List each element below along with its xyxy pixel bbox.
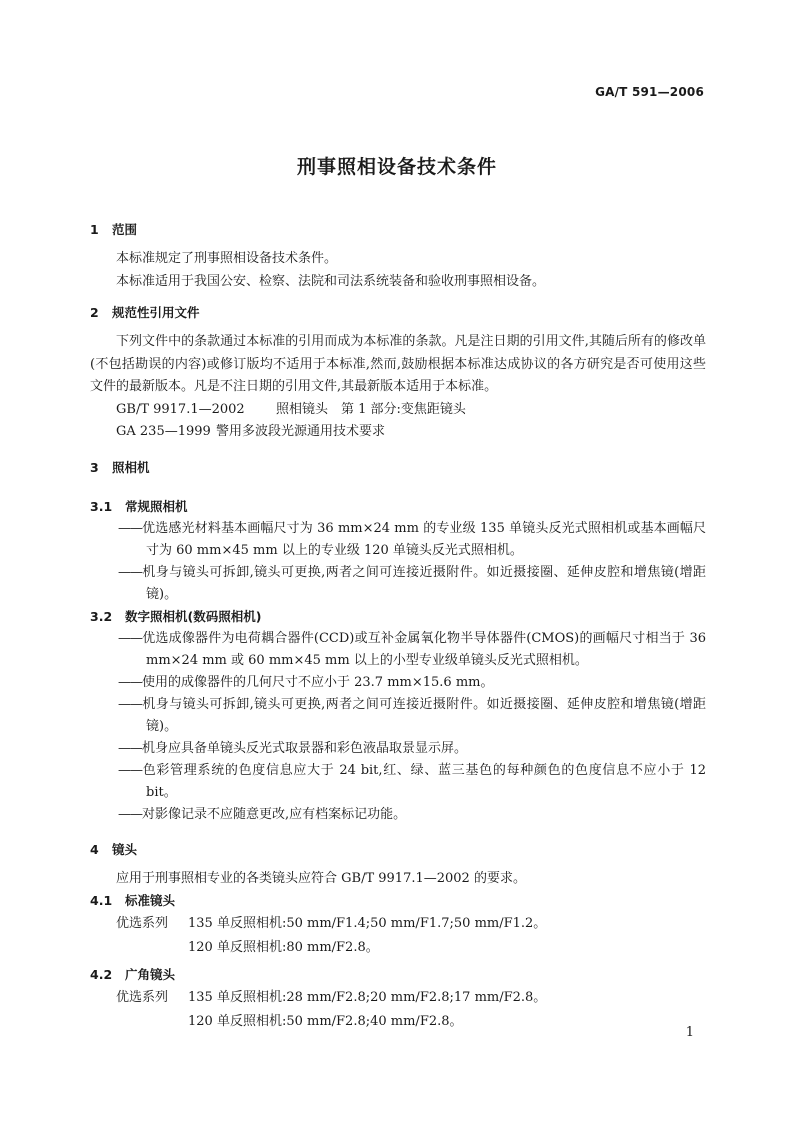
- list-item: ——优选成像器件为电荷耦合器件(CCD)或互补金属氧化物半导体器件(CMOS)的画幅尺寸相当于 36 mm×24 mm 或 60 mm×45 mm 以上的小型专业级单镜头反光式照相机。: [118, 630, 706, 668]
- subsection-title: 数字照相机(数码照相机): [125, 608, 262, 624]
- subsection-title: 标准镜头: [125, 893, 176, 908]
- spec-label: 优选系列: [116, 990, 169, 1005]
- section-number: 2: [90, 305, 99, 320]
- reference-item: [90, 399, 706, 422]
- document-body: [90, 220, 706, 1034]
- list-item: ——机身应具备单镜头反光式取景器和彩色液晶取景显示屏。: [118, 740, 468, 756]
- subsection-number: 4.1: [90, 893, 113, 908]
- reference-title: 警用多波段光源通用技术要求: [216, 424, 386, 439]
- subsection-heading: [90, 606, 706, 628]
- section-title: 照相机: [112, 459, 150, 475]
- standard-code: GA/T 591—2006: [595, 85, 704, 99]
- subsection-title: 常规照相机: [125, 498, 188, 514]
- section-title: 镜头: [112, 841, 138, 857]
- section-number: 3: [90, 459, 99, 475]
- list-item: ——优选感光材料基本画幅尺寸为 36 mm×24 mm 的专业级 135 单镜头反光式照相机或基本画幅尺寸为 60 mm×45 mm 以上的专业级 120 单镜头反光式照相机。: [118, 520, 706, 558]
- reference-item: [90, 421, 706, 444]
- spec-row: [90, 912, 706, 960]
- section-title: 范围: [112, 222, 138, 237]
- spec-line: 120 单反照相机:80 mm/F2.8。: [188, 940, 379, 955]
- paragraph: 本标准适用于我国公安、检察、法院和司法系统装备和验收刑事照相设备。: [116, 273, 546, 289]
- paragraph: 下列文件中的条款通过本标准的引用而成为本标准的条款。凡是注日期的引用文件,其随后所有的修改单(不包括勘误的内容)或修订版均不适用于本标准,然而,鼓励根据本标准达成协议的各方研究是否可使用这些文件的最新版本。凡是不注日期的引用文件,其最新版本适用于本标准。: [90, 334, 706, 394]
- reference-code: GA 235—1999: [116, 424, 211, 439]
- page-number: 1: [685, 1025, 694, 1040]
- paragraph: 应用于刑事照相专业的各类镜头应符合 GB/T 9917.1—2002 的要求。: [116, 870, 526, 886]
- section-heading: [90, 220, 706, 240]
- section-title: 规范性引用文件: [112, 305, 200, 320]
- paragraph: 本标准规定了刑事照相设备技术条件。: [116, 251, 338, 266]
- section-heading: [90, 303, 706, 323]
- section-heading: [90, 840, 706, 860]
- list-item: ——机身与镜头可拆卸,镜头可更换,两者之间可连接近摄附件。如近摄接圈、延伸皮腔和增焦镜(增距镜)。: [118, 696, 706, 734]
- spec-label: 优选系列: [116, 916, 169, 931]
- list-item: ——色彩管理系统的色度信息应大于 24 bit,红、绿、蓝三基色的每种颜色的色度信息不应小于 12 bit。: [118, 762, 706, 800]
- spec-row: [90, 986, 706, 1034]
- subsection-heading: [90, 496, 706, 518]
- list-item: ——使用的成像器件的几何尺寸不应小于 23.7 mm×15.6 mm。: [118, 674, 494, 690]
- subsection-number: 3.1: [90, 498, 113, 514]
- reference-code: GB/T 9917.1—2002: [116, 401, 245, 417]
- spec-line: 135 单反照相机:50 mm/F1.4;50 mm/F1.7;50 mm/F1.2。: [188, 916, 547, 931]
- subsection-title: 广角镜头: [125, 967, 176, 982]
- subsection-heading: [90, 890, 706, 912]
- section-number: 1: [90, 222, 99, 237]
- section-number: 4: [90, 841, 99, 857]
- spec-line: 135 单反照相机:28 mm/F2.8;20 mm/F2.8;17 mm/F2.8。: [188, 990, 547, 1005]
- subsection-heading: [90, 964, 706, 986]
- list-item: ——机身与镜头可拆卸,镜头可更换,两者之间可连接近摄附件。如近摄接圈、延伸皮腔和增焦镜(增距镜)。: [118, 564, 706, 602]
- subsection-number: 3.2: [90, 608, 113, 624]
- subsection-number: 4.2: [90, 967, 113, 982]
- reference-title: 照相镜头 第 1 部分:变焦距镜头: [276, 401, 466, 417]
- spec-line: 120 单反照相机:50 mm/F2.8;40 mm/F2.8。: [188, 1014, 463, 1029]
- document-title: 刑事照相设备技术条件: [296, 156, 497, 178]
- section-heading: [90, 458, 706, 478]
- list-item: ——对影像记录不应随意更改,应有档案标记功能。: [118, 806, 407, 822]
